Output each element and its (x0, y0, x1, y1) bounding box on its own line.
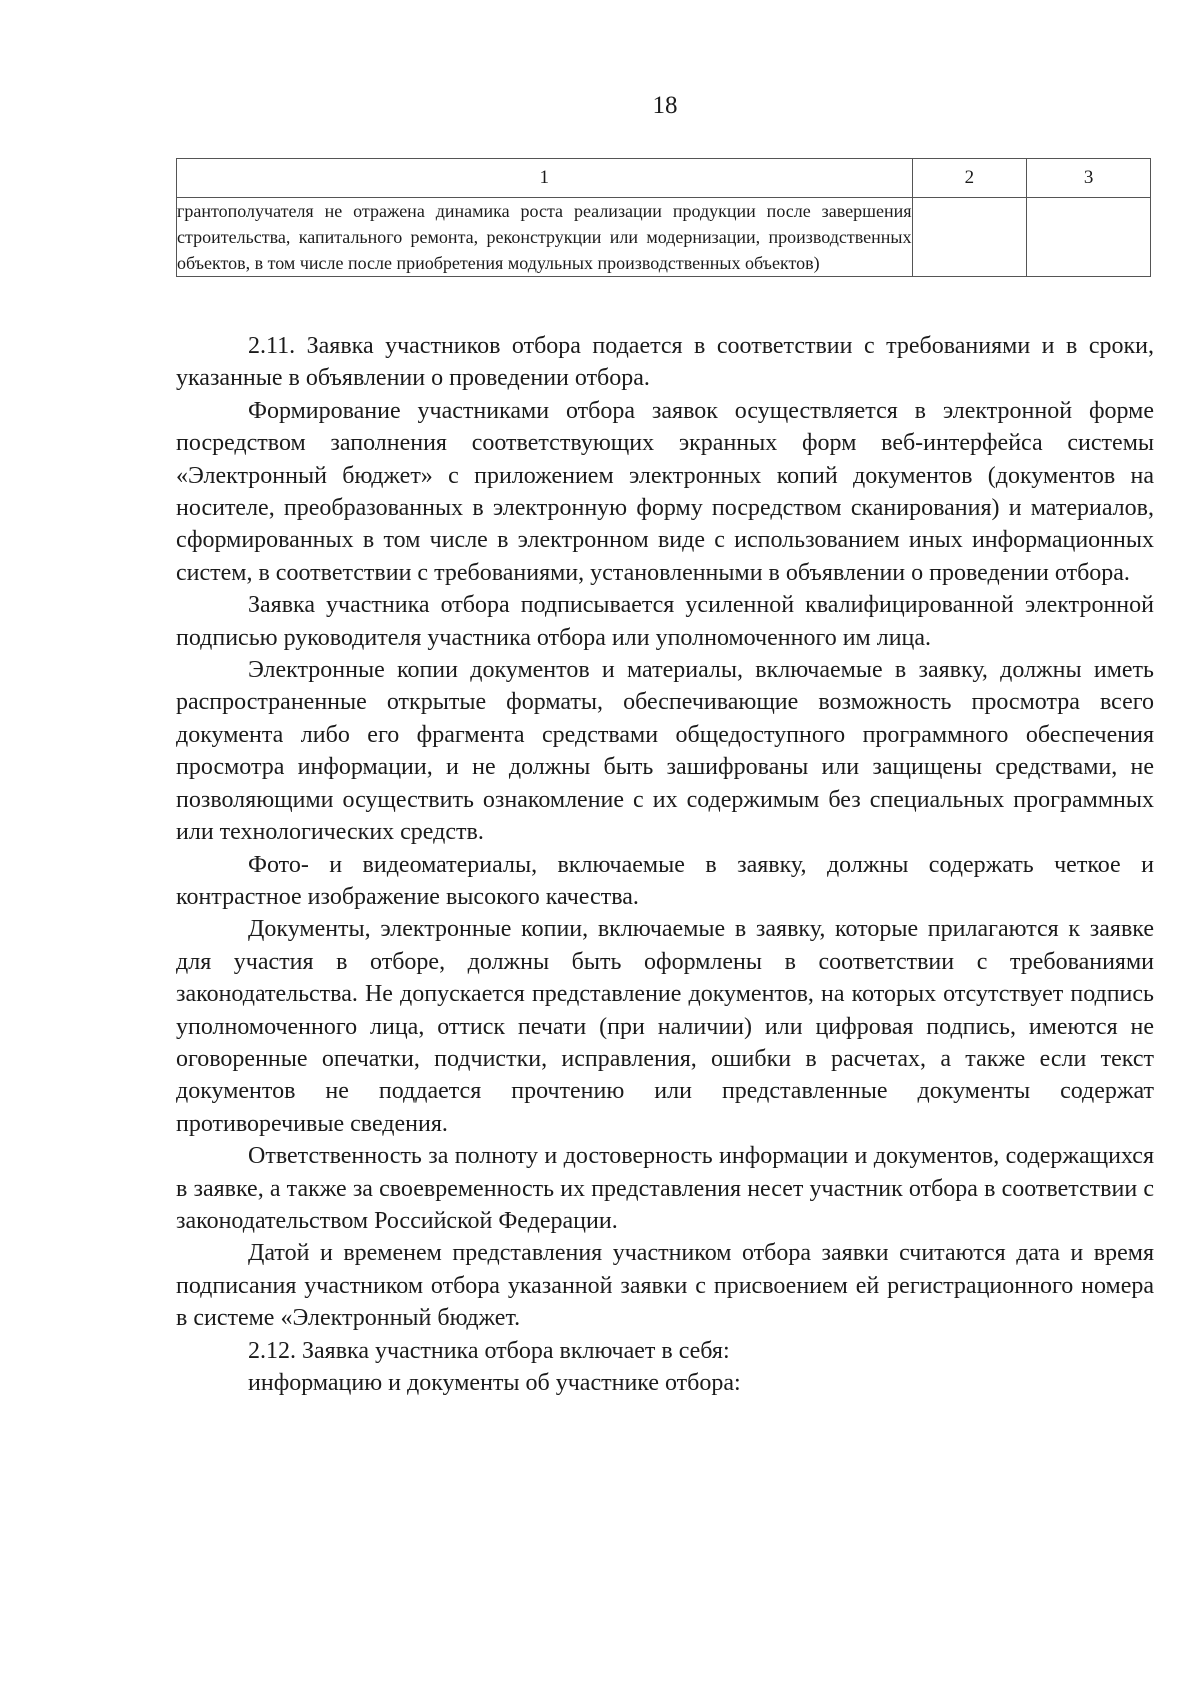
document-body (176, 330, 1154, 1399)
paragraph-submission-date: Датой и временем представления участником отбора заявки считаются дата и время подписания участником отбора указанной заявки с присвоением ей регистрационного номера в системе «Электронный бюджет. (176, 1240, 1154, 1332)
paragraph-participant-info: информацию и документы об участнике отбора: (248, 1370, 741, 1396)
paragraph-photo-video: Фото- и видеоматериалы, включаемые в заявку, должны содержать четкое и контрастное изображение высокого качества. (176, 851, 1154, 910)
table-header-row (177, 159, 1151, 198)
criteria-table (176, 158, 1151, 277)
paragraph-documents-requirements: Документы, электронные копии, включаемые в заявку, которые прилагаются к заявке для участия в отборе, должны быть оформлены в соответствии с требованиями законодательства. Не допускается представление документов, на которых отсутствует подпись уполномоченного лица, оттиск печати (при наличии) или цифровая подпись, имеются не оговоренные опечатки, подчистки, исправления, ошибки в расчетах, а также если текст документов не поддается прочтению или представленные документы содержат противоречивые сведения. (176, 916, 1154, 1137)
paragraph-electronic-form: Формирование участниками отбора заявок осуществляется в электронной форме посредством заполнения соответствующих экранных форм веб-интерфейса системы «Электронный бюджет» с приложением электронных копий документов (документов на носителе, преобразованных в электронную форму посредством сканирования) и материалов, сформированных в том числе в электронном виде с использованием иных информационных систем, в соответствии с требованиями, установленными в объявлении о проведении отбора. (176, 397, 1154, 586)
table-row (177, 198, 1151, 277)
table-cell-col2 (912, 198, 1027, 277)
paragraph-2-12: 2.12. Заявка участника отбора включает в себя: (248, 1337, 730, 1364)
paragraph-responsibility: Ответственность за полноту и достоверность информации и документов, содержащихся в заявке, а также за своевременность их представления несет участник отбора в соответствии с законодательством Российской Федерации. (176, 1143, 1154, 1234)
column-header-1: 1 (177, 159, 913, 198)
paragraph-signature: Заявка участника отбора подписывается усиленной квалифицированной электронной подписью руководителя участника отбора или уполномоченного им лица. (176, 592, 1154, 651)
page-number: 18 (652, 92, 678, 119)
paragraph-2-11: 2.11. Заявка участников отбора подается в соответствии с требованиями и в сроки, указанные в объявлении о проведении отбора. (176, 333, 1154, 392)
continuation-table (176, 158, 1151, 277)
table-cell-col3 (1027, 198, 1151, 277)
column-header-3: 3 (1027, 159, 1151, 198)
column-header-2: 2 (912, 159, 1027, 198)
table-cell-criterion: грантополучателя не отражена динамика роста реализации продукции после завершения строительства, капитального ремонта, реконструкции или модернизации, производственных объектов, в том числе после приобретения модульных производственных объектов) (177, 198, 913, 277)
paragraph-file-formats: Электронные копии документов и материалы, включаемые в заявку, должны иметь распространенные открытые форматы, обеспечивающие возможность просмотра всего документа либо его фрагмента средствами общедоступного программного обеспечения просмотра информации, и не должны быть зашифрованы или защищены средствами, не позволяющими осуществить ознакомление с их содержимым без специальных программных или технологических средств. (176, 657, 1154, 846)
